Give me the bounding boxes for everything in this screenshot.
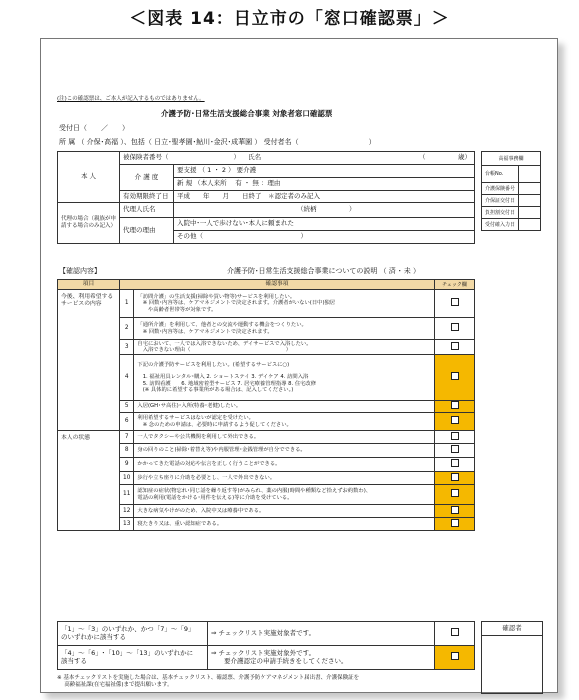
checkbox[interactable] bbox=[451, 323, 459, 331]
summary-check-cell bbox=[435, 622, 475, 646]
summary-row bbox=[58, 622, 475, 646]
row-text: 身の回りのこと(掃除･着替え等)や内服管理･金銭管理が自分でできる。 bbox=[134, 444, 435, 458]
summary-table bbox=[57, 621, 475, 670]
row-number: 12 bbox=[120, 505, 134, 518]
person-label: 本 人 bbox=[58, 152, 120, 203]
confirmation-sheet bbox=[40, 38, 558, 693]
care-level-label: 介 護 度 bbox=[120, 165, 174, 191]
check-row bbox=[58, 472, 475, 485]
row-number: 11 bbox=[120, 485, 134, 505]
check-row bbox=[58, 413, 475, 431]
office-box-title: 高福事務欄 bbox=[482, 152, 541, 166]
check-cell bbox=[435, 401, 475, 413]
row-number: 5 bbox=[120, 401, 134, 413]
office-row: 介保証交付日 bbox=[482, 195, 519, 207]
validity-value: 平成 年 月 日終了 ＊認定者のみ記入 bbox=[174, 191, 475, 203]
summary-condition: 「4」～「6」･「10」～「13」のいずれかに 該当する bbox=[58, 646, 208, 670]
check-row bbox=[58, 458, 475, 472]
row-number: 9 bbox=[120, 458, 134, 472]
checkbox[interactable] bbox=[451, 473, 459, 481]
proxy-reason-label: 代理の理由 bbox=[120, 218, 174, 244]
proxy-reason-other: その他（ ） bbox=[174, 231, 475, 244]
checkbox[interactable] bbox=[451, 489, 459, 497]
check-cell bbox=[435, 318, 475, 340]
row-number: 7 bbox=[120, 431, 134, 444]
office-row: 受付確入力日 bbox=[482, 219, 519, 231]
row-number: 4 bbox=[120, 355, 134, 401]
row-text: 「訪問介護」の生活支援(掃除や買い物等)サービスを利用したい。 ※ 回数･内容等は、ケアマネジメントで決定されます。介護者がいない(日中)独居 や高齢者世帯等が対象です。 bbox=[134, 290, 435, 318]
check-row bbox=[58, 444, 475, 458]
row-text: 下記の介護予防サービスを利用したい。(希望するサービスに○) 1. 福祉用具レンタル･購入 2. ショートステイ 3. デイケア 4. 訪問入浴 5. 訪問看護 6. 地域密着型サービス 7. 居宅療養管理指導 8. 住宅改修 (※ 具体的に希望する事業所がある場合は、記入してください。) bbox=[134, 355, 435, 401]
confirmer-label: 確認者 bbox=[482, 622, 543, 636]
check-cell bbox=[435, 518, 475, 531]
check-cell bbox=[435, 431, 475, 444]
office-row: 負担割交付日 bbox=[482, 207, 519, 219]
header-item: 項目 bbox=[58, 280, 120, 290]
summary-result: ⇒ チェックリスト実施対象者です。 bbox=[208, 622, 435, 646]
row-text: 一人でタクシーや公共機関を利用して外出できる。 bbox=[134, 431, 435, 444]
check-row bbox=[58, 505, 475, 518]
summary-condition: 「1」～「3」のいずれか、かつ「7」～「9」 のいずれかに該当する bbox=[58, 622, 208, 646]
check-table bbox=[57, 279, 475, 531]
care-level-value: 要支援 （ 1 ・ 2 ） 要介護 bbox=[174, 165, 475, 178]
office-box bbox=[481, 151, 541, 231]
header-check-items: 確認事項 bbox=[120, 280, 435, 290]
check-cell bbox=[435, 505, 475, 518]
row-number: 1 bbox=[120, 290, 134, 318]
checkbox[interactable] bbox=[451, 416, 459, 424]
row-number: 13 bbox=[120, 518, 134, 531]
row-text: かかってきた電話の対応や伝言を正しく行うことができる。 bbox=[134, 458, 435, 472]
section-explain: 介護予防･日常生活支援総合事業についての説明 （ 済 ･ 未 ） bbox=[227, 267, 420, 275]
check-cell bbox=[435, 485, 475, 505]
confirmer-signature-area bbox=[482, 636, 543, 694]
check-cell bbox=[435, 458, 475, 472]
group-label: 今後、利用希望するサービスの内容 bbox=[58, 290, 120, 431]
check-row bbox=[58, 290, 475, 318]
row-number: 8 bbox=[120, 444, 134, 458]
check-row bbox=[58, 340, 475, 355]
checkbox[interactable] bbox=[451, 628, 459, 636]
proxy-label: 代理の場合（親族が申請する場合のみ記入） bbox=[58, 203, 120, 244]
validity-label: 有効期限終了日 bbox=[120, 191, 174, 203]
row-number: 10 bbox=[120, 472, 134, 485]
affiliation: 所 属 （ 介保･高福 ）、包括（ 日立･聖孝園･鮎川･金沢･成華園 ） 受付者名（ ） bbox=[59, 138, 376, 146]
row-text: 入居(GH･サ高住)･入所(特養･老健)したい。 bbox=[134, 401, 435, 413]
check-cell bbox=[435, 340, 475, 355]
check-row bbox=[58, 431, 475, 444]
office-row: 介護保険番号 bbox=[482, 183, 519, 195]
row-text: 寝たきり又は、重い認知症である。 bbox=[134, 518, 435, 531]
checkbox[interactable] bbox=[451, 401, 459, 409]
checkbox[interactable] bbox=[451, 445, 459, 453]
confirmer-box bbox=[481, 621, 543, 694]
age: （ 歳） bbox=[419, 153, 471, 162]
check-cell bbox=[435, 444, 475, 458]
checkbox[interactable] bbox=[451, 432, 459, 440]
new-status: 新 規 （本人来所 有 ・ 無 ：理由 bbox=[174, 178, 475, 191]
check-row bbox=[58, 485, 475, 505]
person-table bbox=[57, 151, 475, 244]
footnote: ※ 基本チェックリストを実施した場合は、基本チェックリスト、確認票、介護予防ケアマネジメント届出書、介護保険証を 高齢福祉課(在宅福祉係)まで提出願います。 bbox=[57, 675, 360, 688]
row-text: 大きな病気やけがのため、入院中又は療養中である。 bbox=[134, 505, 435, 518]
summary-row bbox=[58, 646, 475, 670]
summary-result: ⇒ チェックリスト実施対象外です。 要介護認定の申請手続きをしてください。 bbox=[208, 646, 435, 670]
row-text: 利用希望するサービスはないが認定を受けたい。 ※ 念のための申請は、必要時に申請するよう促してください。 bbox=[134, 413, 435, 431]
proxy-name-label: 代理人氏名 bbox=[120, 203, 174, 218]
name-label: 氏名 bbox=[248, 153, 262, 162]
checkbox[interactable] bbox=[451, 372, 459, 380]
checkbox[interactable] bbox=[451, 506, 459, 514]
checkbox[interactable] bbox=[451, 652, 459, 660]
check-cell bbox=[435, 472, 475, 485]
check-row bbox=[58, 355, 475, 401]
check-cell bbox=[435, 355, 475, 401]
checkbox[interactable] bbox=[451, 459, 459, 467]
header-check-col: チェック欄 bbox=[435, 280, 475, 290]
checkbox[interactable] bbox=[451, 298, 459, 306]
row-text: 「通所介護」を利用して、他者との交流や運動する機会をつくりたい。 ※ 回数･内容等は、ケアマネジメントで決定されます。 bbox=[134, 318, 435, 340]
reception-date: 受付日（ ／ ） bbox=[59, 124, 129, 132]
note-top: (注)この確認票は、ご本人が記入するものではありません。 bbox=[57, 96, 205, 102]
proxy-relation: （続柄 ） bbox=[297, 205, 356, 214]
checkbox[interactable] bbox=[451, 519, 459, 527]
row-number: 3 bbox=[120, 340, 134, 355]
row-text: 歩行や立ち座りに介助を必要とし、一人で外出できない。 bbox=[134, 472, 435, 485]
check-row bbox=[58, 318, 475, 340]
section-label: 【確認内容】 bbox=[59, 267, 101, 275]
check-cell bbox=[435, 413, 475, 431]
row-number: 6 bbox=[120, 413, 134, 431]
summary-check-cell bbox=[435, 646, 475, 670]
form-title: 介護予防･日常生活支援総合事業 対象者窓口確認票 bbox=[161, 109, 333, 118]
proxy-reason-option: 入院中･一人で歩けない･本人に頼まれた bbox=[174, 218, 475, 231]
group-label: 本人の状態 bbox=[58, 431, 120, 531]
check-row bbox=[58, 401, 475, 413]
row-text: 自宅において、一人では入浴できないため、デイサービスで入浴したい。 入浴できない理由（ ） bbox=[134, 340, 435, 355]
checkbox[interactable] bbox=[451, 342, 459, 350]
row-number: 2 bbox=[120, 318, 134, 340]
check-row bbox=[58, 518, 475, 531]
office-row: 台帳No. bbox=[482, 166, 519, 183]
figure-title: ＜図表 14：日立市の「窓口確認票」＞ bbox=[129, 9, 450, 29]
insured-no: 被保険者番号（ ） bbox=[123, 153, 240, 162]
row-text: 認知症の症状(物忘れ･同じ話を繰り返す等)がみられ、薬の内服(時間や種類など拾えずお約数わ)、 電話の利用(電話をかける･用件を伝える)等に介助を受けている。 bbox=[134, 485, 435, 505]
check-cell bbox=[435, 290, 475, 318]
